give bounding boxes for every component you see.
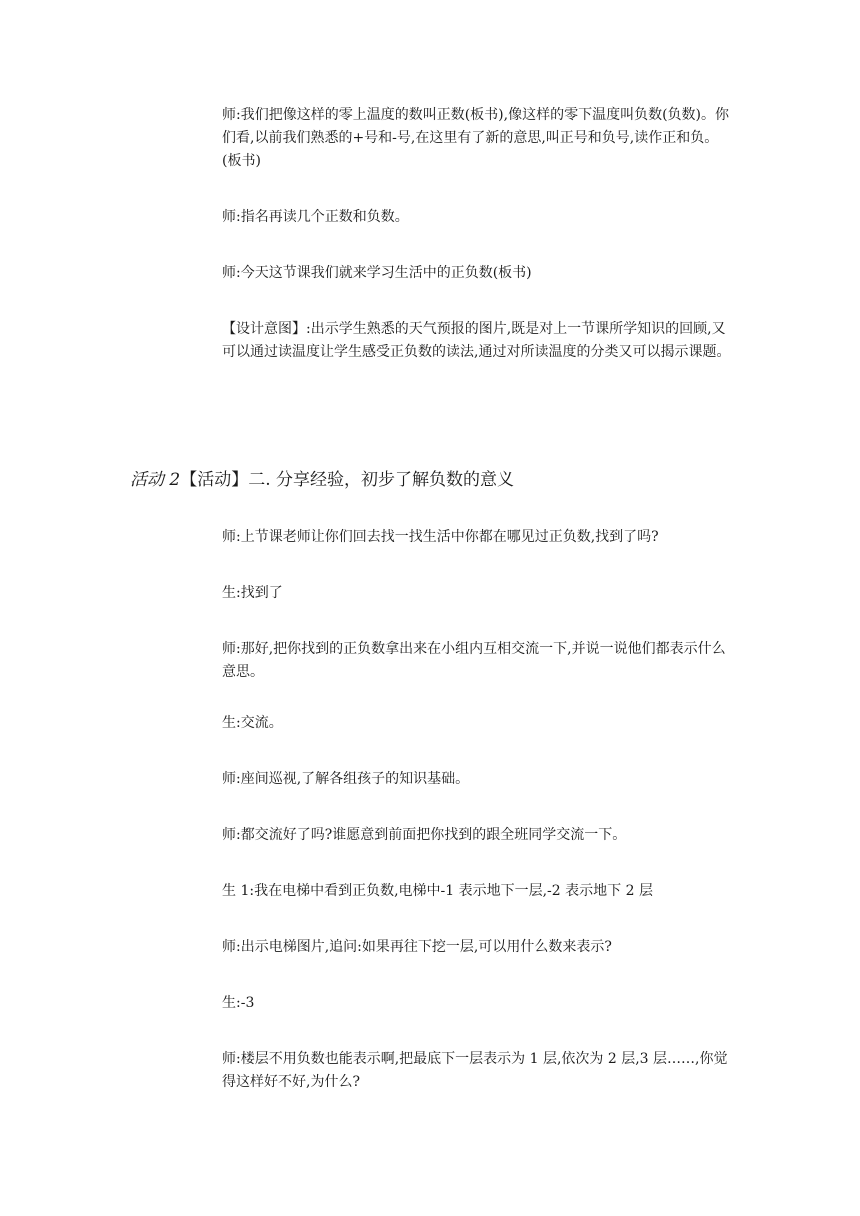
- paragraph-teacher-question: 师:上节课老师让你们回去找一找生活中你都在哪见过正负数,找到了吗?: [222, 529, 659, 545]
- paragraph-teacher-floors: 师:楼层不用负数也能表示啊,把最底下一层表示为 1 层,依次为 2 层,3 层……,你觉得这样好不好,为什么?: [222, 1051, 728, 1090]
- paragraph-teacher-share: 师:都交流好了吗?谁愿意到前面把你找到的跟全班同学交流一下。: [222, 827, 627, 843]
- paragraph-student-answer: 生:-3: [222, 995, 255, 1011]
- section-heading: [130, 466, 514, 494]
- paragraph-teacher-patrol: 师:座间巡视,了解各组孩子的知识基础。: [222, 771, 470, 787]
- paragraph-teacher-followup: 师:出示电梯图片,追问:如果再往下挖一层,可以用什么数来表示?: [222, 939, 612, 955]
- paragraph-read-numbers: 师:指名再读几个正数和负数。: [222, 209, 409, 225]
- paragraph-student-found: 生:找到了: [222, 585, 283, 601]
- paragraph-design-intent: 【设计意图】:出示学生熟悉的天气预报的图片,既是对上一节课所学知识的回顾,又可以通过读温度让学生感受正负数的读法,通过对所读温度的分类又可以揭示课题。: [222, 321, 731, 360]
- activity-label: 活动 2: [130, 470, 181, 490]
- paragraph-group-exchange: 师:那好,把你找到的正负数拿出来在小组内互相交流一下,并说一说他们都表示什么意思。: [222, 641, 726, 680]
- paragraph-student-exchange: 生:交流。: [222, 715, 283, 731]
- paragraph-student-elevator: 生 1:我在电梯中看到正负数,电梯中-1 表示地下一层,-2 表示地下 2 层: [222, 883, 653, 899]
- activity-title: 【活动】二. 分享经验，初步了解负数的意义: [180, 470, 515, 490]
- paragraph-positive-negative-definition: 师:我们把像这样的零上温度的数叫正数(板书),像这样的零下温度叫负数(负数)。你们看,以前我们熟悉的+号和-号,在这里有了新的意思,叫正号和负号,读作正和负。(板书): [222, 107, 730, 169]
- paragraph-lesson-topic: 师:今天这节课我们就来学习生活中的正负数(板书): [222, 265, 532, 281]
